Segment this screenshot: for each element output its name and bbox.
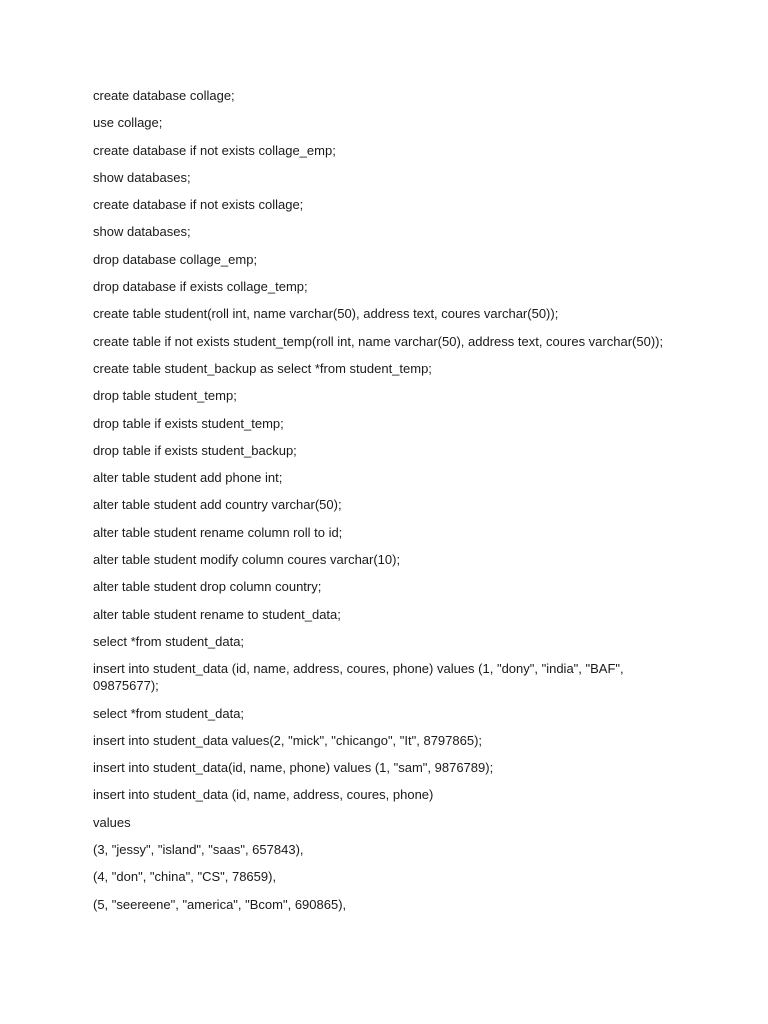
sql-line: (3, "jessy", "island", "saas", 657843), [93,842,304,858]
sql-line: alter table student add country varchar(50); [93,497,342,513]
sql-line: insert into student_data(id, name, phone) values (1, "sam", 9876789); [93,760,494,776]
sql-line: create database if not exists collage_emp; [93,142,336,158]
sql-line: create database collage; [93,88,235,103]
sql-line: create table student_backup as select *from student_temp; [93,360,432,376]
sql-line: drop table student_temp; [93,388,237,404]
sql-line: alter table student rename to student_data; [93,606,341,622]
sql-line: create database if not exists collage; [93,197,304,213]
sql-line: (4, "don", "china", "CS", 78659), [93,869,277,885]
sql-line: values [93,814,131,830]
sql-line: drop database collage_emp; [93,251,258,267]
sql-line: insert into student_data values(2, "mick", "chicango", "It", 8797865); [93,732,483,748]
sql-line: show databases; [93,224,191,240]
sql-line: use collage; [93,115,163,131]
sql-line: alter table student rename column roll to id; [93,524,343,540]
document-body [93,87,693,923]
sql-line: insert into student_data (id, name, address, coures, phone) values (1, "dony", "india", "BAF", 09875677); [93,661,624,694]
sql-line: show databases; [93,169,191,185]
sql-line: drop table if exists student_backup; [93,442,297,458]
sql-line: select *from student_data; [93,705,245,721]
sql-line: create table if not exists student_temp(roll int, name varchar(50), address text, coures varchar(50)); [93,333,664,349]
sql-line: alter table student drop column country; [93,579,322,595]
sql-line: create table student(roll int, name varchar(50), address text, coures varchar(50)); [93,306,559,322]
sql-line: insert into student_data (id, name, address, coures, phone) [93,787,434,803]
sql-line: select *from student_data; [93,633,245,649]
sql-line: drop table if exists student_temp; [93,415,284,431]
sql-line: alter table student modify column coures varchar(10); [93,552,401,568]
sql-line: drop database if exists collage_temp; [93,279,308,295]
sql-line: alter table student add phone int; [93,470,283,486]
sql-line: (5, "seereene", "america", "Bcom", 690865), [93,896,347,912]
